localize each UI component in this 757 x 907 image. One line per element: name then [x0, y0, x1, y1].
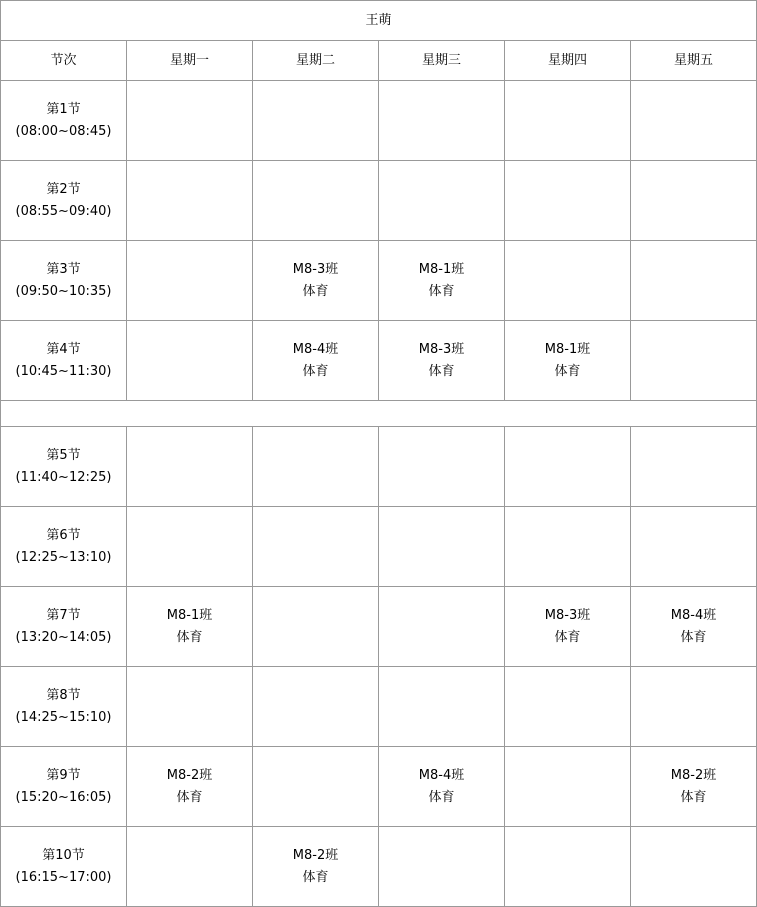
period-time: (08:55~09:40)	[15, 203, 112, 219]
lesson-class: M8-4班	[292, 341, 339, 357]
lesson-cell-friday	[631, 321, 757, 401]
lesson-cell-monday	[127, 667, 253, 747]
lesson-cell-thursday	[505, 81, 631, 161]
lesson-cell-thursday	[505, 747, 631, 827]
period-row	[1, 161, 757, 241]
header-wednesday: 星期三	[379, 41, 505, 81]
lesson-cell-monday	[127, 827, 253, 907]
period-label	[1, 747, 127, 827]
lesson-subject: 体育	[428, 789, 455, 805]
lesson-cell-thursday	[505, 667, 631, 747]
lesson-cell-thursday	[505, 587, 631, 667]
period-label	[1, 667, 127, 747]
lesson-class: M8-1班	[418, 261, 465, 277]
lesson-cell-monday	[127, 161, 253, 241]
lunch-break-divider	[1, 401, 757, 427]
period-name: 第9节	[46, 767, 81, 783]
period-name: 第1节	[46, 101, 81, 117]
lesson-cell-tuesday	[253, 321, 379, 401]
lesson-class: M8-2班	[166, 767, 213, 783]
lesson-subject: 体育	[302, 283, 329, 299]
lesson-class: M8-2班	[292, 847, 339, 863]
period-label	[1, 427, 127, 507]
period-name: 第7节	[46, 607, 81, 623]
period-label	[1, 827, 127, 907]
period-name: 第8节	[46, 687, 81, 703]
lesson-class: M8-3班	[544, 607, 591, 623]
period-label	[1, 321, 127, 401]
period-label	[1, 241, 127, 321]
lesson-cell-thursday	[505, 827, 631, 907]
lesson-cell-thursday	[505, 161, 631, 241]
period-time: (15:20~16:05)	[15, 789, 112, 805]
lesson-cell-tuesday	[253, 81, 379, 161]
period-label	[1, 507, 127, 587]
lesson-cell-friday	[631, 827, 757, 907]
period-row	[1, 507, 757, 587]
lesson-cell-monday	[127, 587, 253, 667]
header-tuesday: 星期二	[253, 41, 379, 81]
lesson-cell-tuesday	[253, 747, 379, 827]
lesson-subject: 体育	[176, 629, 203, 645]
lesson-class: M8-4班	[670, 607, 717, 623]
lesson-subject: 体育	[680, 629, 707, 645]
lesson-cell-tuesday	[253, 507, 379, 587]
lesson-cell-monday	[127, 427, 253, 507]
lesson-cell-monday	[127, 747, 253, 827]
period-time: (11:40~12:25)	[15, 469, 112, 485]
header-monday: 星期一	[127, 41, 253, 81]
period-row	[1, 667, 757, 747]
period-label	[1, 81, 127, 161]
period-row	[1, 827, 757, 907]
period-name: 第3节	[46, 261, 81, 277]
lesson-cell-tuesday	[253, 827, 379, 907]
lesson-subject: 体育	[302, 869, 329, 885]
lesson-cell-friday	[631, 81, 757, 161]
lesson-cell-friday	[631, 507, 757, 587]
lesson-cell-friday	[631, 747, 757, 827]
lesson-cell-wednesday	[379, 587, 505, 667]
period-row	[1, 81, 757, 161]
lesson-class: M8-4班	[418, 767, 465, 783]
lesson-cell-wednesday	[379, 827, 505, 907]
lesson-cell-monday	[127, 321, 253, 401]
header-friday: 星期五	[631, 41, 757, 81]
period-name: 第4节	[46, 341, 81, 357]
period-name: 第5节	[46, 447, 81, 463]
lesson-subject: 体育	[176, 789, 203, 805]
period-time: (08:00~08:45)	[15, 123, 112, 139]
period-time: (09:50~10:35)	[15, 283, 112, 299]
lesson-cell-wednesday	[379, 241, 505, 321]
lesson-cell-friday	[631, 161, 757, 241]
period-row	[1, 241, 757, 321]
lesson-cell-friday	[631, 427, 757, 507]
lesson-cell-wednesday	[379, 507, 505, 587]
period-label	[1, 161, 127, 241]
title-row	[1, 1, 757, 41]
lesson-class: M8-3班	[418, 341, 465, 357]
header-period: 节次	[1, 41, 127, 81]
period-time: (13:20~14:05)	[15, 629, 112, 645]
header-row	[1, 41, 757, 81]
lesson-class: M8-2班	[670, 767, 717, 783]
lesson-cell-thursday	[505, 241, 631, 321]
lesson-cell-thursday	[505, 427, 631, 507]
lesson-cell-thursday	[505, 321, 631, 401]
lesson-cell-tuesday	[253, 667, 379, 747]
period-time: (16:15~17:00)	[15, 869, 112, 885]
lunch-break-row	[1, 401, 757, 427]
teacher-name: 王萌	[1, 1, 757, 41]
period-row	[1, 321, 757, 401]
period-name: 第6节	[46, 527, 81, 543]
lesson-cell-tuesday	[253, 587, 379, 667]
lesson-cell-wednesday	[379, 161, 505, 241]
header-thursday: 星期四	[505, 41, 631, 81]
lesson-subject: 体育	[554, 363, 581, 379]
period-time: (12:25~13:10)	[15, 549, 112, 565]
period-row	[1, 747, 757, 827]
lesson-subject: 体育	[680, 789, 707, 805]
lesson-cell-wednesday	[379, 747, 505, 827]
lesson-cell-wednesday	[379, 81, 505, 161]
lesson-cell-thursday	[505, 507, 631, 587]
lesson-cell-monday	[127, 507, 253, 587]
lesson-class: M8-1班	[166, 607, 213, 623]
period-row	[1, 587, 757, 667]
lesson-cell-tuesday	[253, 427, 379, 507]
period-label	[1, 587, 127, 667]
lesson-cell-monday	[127, 241, 253, 321]
lesson-cell-friday	[631, 667, 757, 747]
period-name: 第2节	[46, 181, 81, 197]
lesson-cell-tuesday	[253, 241, 379, 321]
period-time: (10:45~11:30)	[15, 363, 112, 379]
lesson-subject: 体育	[428, 283, 455, 299]
lesson-class: M8-3班	[292, 261, 339, 277]
lesson-subject: 体育	[302, 363, 329, 379]
lesson-class: M8-1班	[544, 341, 591, 357]
lesson-cell-friday	[631, 241, 757, 321]
period-time: (14:25~15:10)	[15, 709, 112, 725]
lesson-cell-wednesday	[379, 321, 505, 401]
period-row	[1, 427, 757, 507]
lesson-cell-wednesday	[379, 667, 505, 747]
lesson-cell-friday	[631, 587, 757, 667]
period-name: 第10节	[42, 847, 85, 863]
lesson-cell-monday	[127, 81, 253, 161]
lesson-subject: 体育	[428, 363, 455, 379]
lesson-cell-wednesday	[379, 427, 505, 507]
lesson-subject: 体育	[554, 629, 581, 645]
lesson-cell-tuesday	[253, 161, 379, 241]
